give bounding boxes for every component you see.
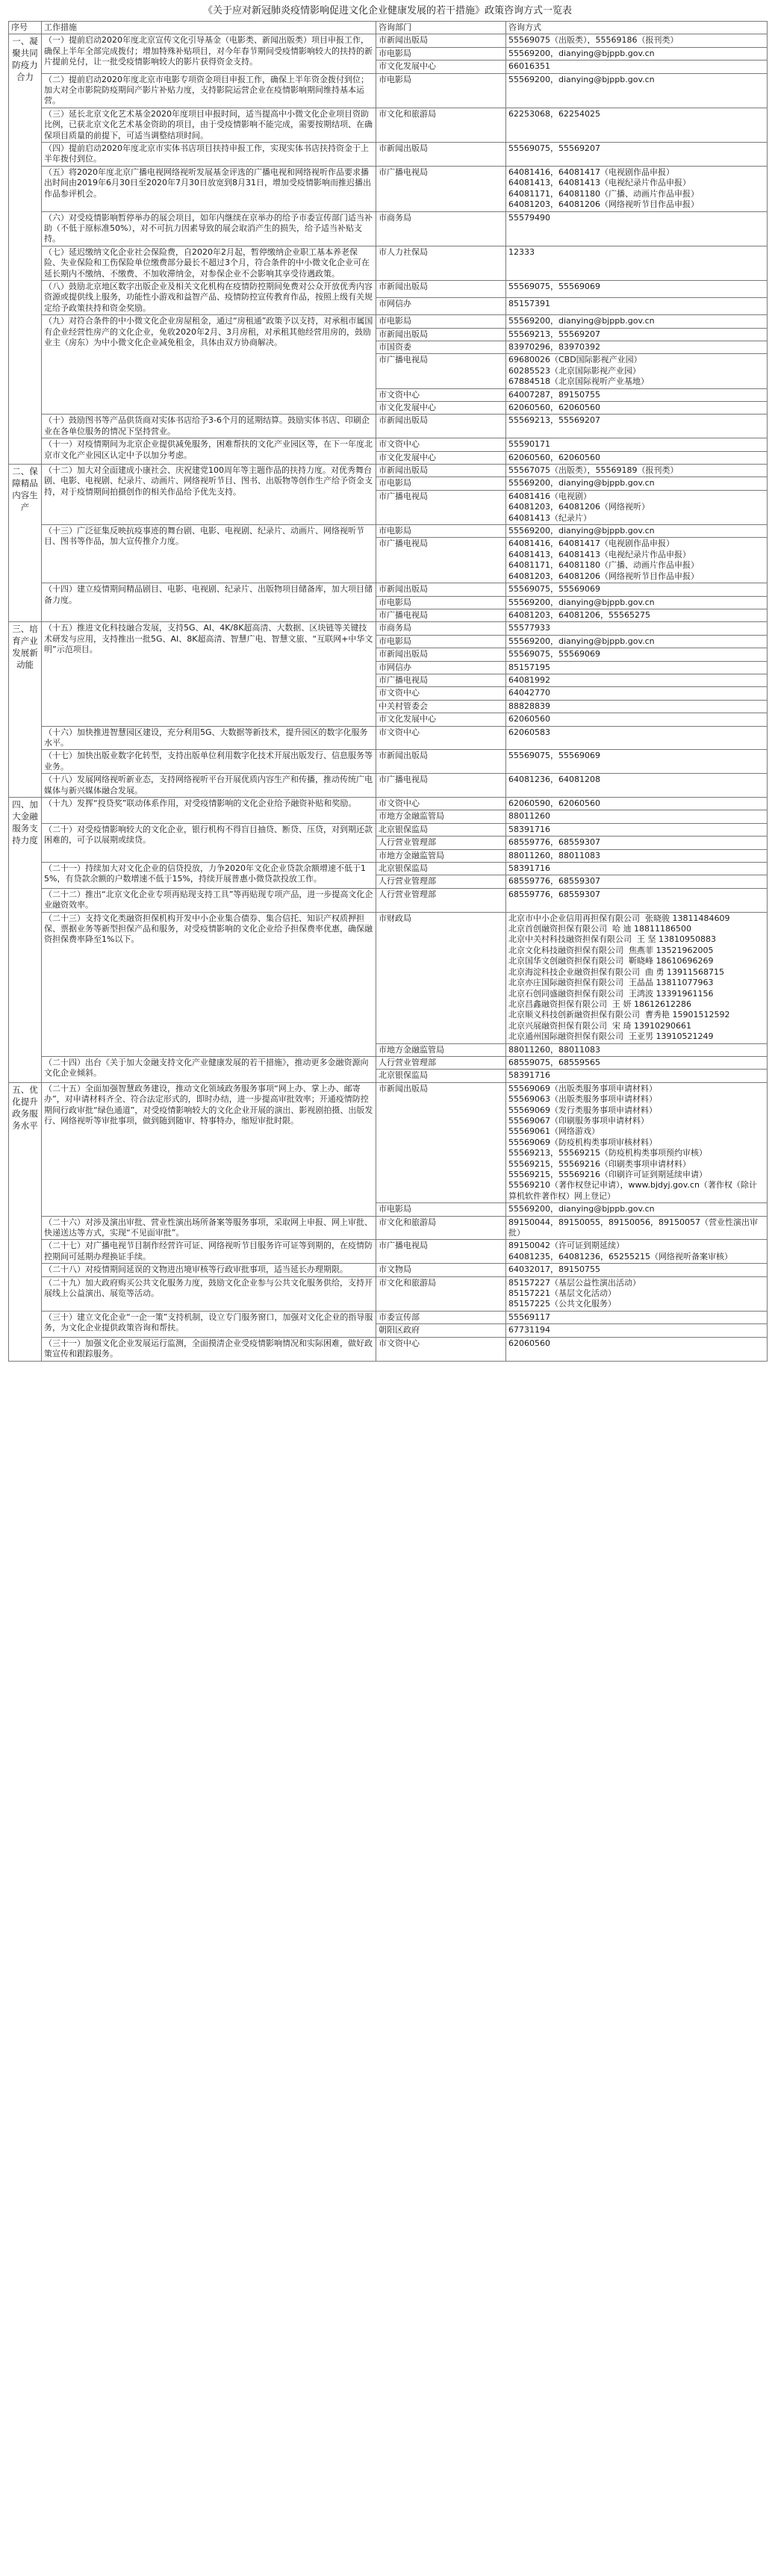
table-row xyxy=(9,798,768,810)
contact-cell: 55569213，55569207 xyxy=(506,328,768,341)
contact-cell: 88011260，88011083 xyxy=(506,849,768,862)
contact-cell: 62060583 xyxy=(506,726,768,750)
department-cell: 市广播电视局 xyxy=(376,490,506,524)
contact-cell: 64081416，64081417（电视剧作品申报） 64081413，64081413（电视纪录片作品申报） 64081171，64081180（广播、动画片作品申报） 64081203，64081206（网络视听节目作品申报） xyxy=(506,166,768,211)
contact-cell: 88828839 xyxy=(506,700,768,713)
contact-cell: 68559776，68559307 xyxy=(506,875,768,888)
contact-cell: 64081416，64081417（电视剧作品申报） 64081413，64081413（电视纪录片作品申报） 64081171，64081180（广播、动画片作品申报） 64081203，64081206（网络视听节目作品申报） xyxy=(506,538,768,583)
department-cell: 市新闻出版局 xyxy=(376,465,506,477)
table-row xyxy=(9,1264,768,1276)
measure-cell: （二十七）对广播电视节目制作经营许可证、网络视听节目服务许可证等到期的，在疫情防控期间可延期办理换证手续。 xyxy=(42,1240,376,1264)
department-cell: 朝阳区政府 xyxy=(376,1324,506,1337)
measure-cell: （二十四）出台《关于加大金融支持文化产业健康发展的若干措施》，推动更多金融资源向文化企业倾斜。 xyxy=(42,1056,376,1082)
table-row xyxy=(9,888,768,912)
table-row xyxy=(9,280,768,297)
contact-cell: 89150042（许可证到期延续） 64081235，64081236，65255215（网络视听备案审核） xyxy=(506,1240,768,1264)
contact-cell: 83970296，83970392 xyxy=(506,341,768,353)
category-cell: 三、培育产业发展新动能 xyxy=(9,622,42,798)
contact-cell: 55569200，dianying@bjppb.gov.cn xyxy=(506,525,768,538)
contact-cell: 66016351 xyxy=(506,60,768,73)
category-cell: 五、优化提升政务服务水平 xyxy=(9,1082,42,1361)
contact-cell: 64081203，64081206，55565275 xyxy=(506,609,768,621)
category-cell: 二、保障精品内容生产 xyxy=(9,465,42,622)
table-row xyxy=(9,1056,768,1069)
policy-contact-table xyxy=(8,21,768,1362)
department-cell: 人行营业管理部 xyxy=(376,837,506,849)
measure-cell: （三十）建立文化企业“一企一策”支持机制，设立专门服务窗口，加强对文化企业的指导服务，为文化企业提供政策咨询和帮扶。 xyxy=(42,1311,376,1337)
department-cell: 市商务局 xyxy=(376,211,506,246)
contact-cell: 55569075（出版类），55569186（报刊类） xyxy=(506,34,768,47)
contact-cell: 62060560，62060560 xyxy=(506,402,768,415)
table-body xyxy=(9,34,768,1361)
contact-cell: 68559776，68559307 xyxy=(506,888,768,912)
measure-cell: （九）对符合条件的中小微文化企业房屋租金，通过“房租通”政策予以支持，对承租市属国有企业经营性房产的文化企业，免收2020年2月、3月房租，对承租其他经营用房的，鼓励业主（房东）为中小微文化企业减免租金，具体由双方协商解决。 xyxy=(42,315,376,415)
category-cell: 四、加大金融服务支持力度 xyxy=(9,798,42,1083)
department-cell: 市文资中心 xyxy=(376,726,506,750)
table-row xyxy=(9,750,768,774)
header-dept: 咨询部门 xyxy=(376,22,506,34)
table-row xyxy=(9,438,768,451)
measure-cell: （二十二）推出“北京文化企业专项再贴现支持工具”等再贴现专项产品，进一步提高文化企业融资效率。 xyxy=(42,888,376,912)
contact-cell: 62060590，62060560 xyxy=(506,798,768,810)
measure-cell: （十九）发挥“投贷奖”联动体系作用，对受疫情影响的文化企业给予融资补贴和奖励。 xyxy=(42,798,376,824)
department-cell: 市网信办 xyxy=(376,661,506,674)
department-cell: 市电影局 xyxy=(376,73,506,108)
contact-cell: 55590171 xyxy=(506,438,768,451)
table-row xyxy=(9,73,768,108)
table-row xyxy=(9,34,768,47)
contact-cell: 55569075，55569069 xyxy=(506,583,768,596)
contact-cell: 55569213，55569207 xyxy=(506,415,768,438)
department-cell: 市文资中心 xyxy=(376,1337,506,1361)
measure-cell: （二十八）对疫情期间延误的文物进出境审核等行政审批事项，适当延长办理期限。 xyxy=(42,1264,376,1276)
department-cell: 市文化和旅游局 xyxy=(376,108,506,142)
table-row xyxy=(9,415,768,438)
measure-cell: （二十三）支持文化类融资担保机构开发中小企业集合债券、集合信托、知识产权质押担保、票据业务等新型担保产品和服务，对受疫情影响的文化企业给予担保费率优惠，确保融资担保费率降至1%以下。 xyxy=(42,912,376,1056)
contact-cell: 68559776，68559307 xyxy=(506,837,768,849)
measure-cell: （十）鼓励图书等产品供货商对实体书店给予3-6个月的延期结算。鼓励实体书店、印刷企业在各单位服务的情况下坚持营业。 xyxy=(42,415,376,438)
department-cell: 市文资中心 xyxy=(376,438,506,451)
header-contact: 咨询方式 xyxy=(506,22,768,34)
department-cell: 中关村管委会 xyxy=(376,700,506,713)
measure-cell: （二十五）全面加强智慧政务建设，推动文化领域政务服务事项“网上办、掌上办、邮寄办”，对申请材料齐全、符合法定形式的，即时办结，进一步提高审批效率；开通疫情防控期间行政审批“绿色通道”，对受疫情影响较大的文化企业开展的演出、影视剧拍摄、出版发行、网络视听等审批事项，做到随到随审、特事特办，缩短审批时限。 xyxy=(42,1082,376,1216)
department-cell: 市电影局 xyxy=(376,315,506,328)
contact-cell: 55569069（出版类服务事项申请材料） 55569063（出版类服务事项申请材料） 55569069（发行类服务事项申请材料） 55569067（印刷服务事项申请材料） 55569061（网络游戏） 55569069（防疫机构类事项审核材料） 55569213，55569215（防疫机构类事项预约审核） 55569215，55569216（印刷类事项申请材料） 55569215，55569216（印刷许可证到期延续申请） 55569210（著作权登记申请），www.bjdyj.gov.cn（著作权（除计算机软件著作权）网上登记） xyxy=(506,1082,768,1202)
department-cell: 市新闻出版局 xyxy=(376,583,506,596)
table-row xyxy=(9,1276,768,1311)
department-cell: 人行营业管理部 xyxy=(376,1056,506,1069)
department-cell: 市新闻出版局 xyxy=(376,143,506,167)
department-cell: 市电影局 xyxy=(376,635,506,648)
department-cell: 北京银保监局 xyxy=(376,823,506,836)
contact-cell: 55569200，dianying@bjppb.gov.cn xyxy=(506,73,768,108)
department-cell: 市广播电视局 xyxy=(376,1240,506,1264)
table-row xyxy=(9,726,768,750)
contact-cell: 55569200，dianying@bjppb.gov.cn xyxy=(506,596,768,609)
department-cell: 市电影局 xyxy=(376,596,506,609)
department-cell: 北京银保监局 xyxy=(376,863,506,875)
contact-cell: 55569075，55569069 xyxy=(506,280,768,297)
department-cell: 市文化发展中心 xyxy=(376,60,506,73)
department-cell: 市新闻出版局 xyxy=(376,34,506,47)
department-cell: 市广播电视局 xyxy=(376,609,506,621)
department-cell: 市文资中心 xyxy=(376,388,506,401)
department-cell: 市文资中心 xyxy=(376,798,506,810)
document-title: 《关于应对新冠肺炎疫情影响促进文化企业健康发展的若干措施》政策咨询方式一览表 xyxy=(202,5,572,16)
department-cell: 市新闻出版局 xyxy=(376,750,506,774)
department-cell: 市地方金融监管局 xyxy=(376,810,506,823)
contact-cell: 85157227（基层公益性演出活动） 85157221（基层文化活动） 85157225（公共文化服务） xyxy=(506,1276,768,1311)
department-cell: 市文物局 xyxy=(376,1264,506,1276)
table-row xyxy=(9,583,768,596)
measure-cell: （四）提前启动2020年度北京市实体书店项目扶持申报工作，实现实体书店扶持资金于上半年拨付到位。 xyxy=(42,143,376,167)
contact-cell: 55569200，dianying@bjppb.gov.cn xyxy=(506,315,768,328)
measure-cell: （二十一）持续加大对文化企业的信贷投放，力争2020年文化企业贷款余额增速不低于15%，有贷款余额的户数增速不低于15%，持续开展普惠小微贷款投放工作。 xyxy=(42,863,376,889)
table-row xyxy=(9,912,768,1043)
contact-cell: 55567075（出版类），55569189（报刊类） xyxy=(506,465,768,477)
department-cell: 市广播电视局 xyxy=(376,774,506,798)
contact-cell: 55569075，55569069 xyxy=(506,648,768,661)
contact-cell: 55569075，55569069 xyxy=(506,750,768,774)
contact-cell: 64081992 xyxy=(506,674,768,686)
measure-cell: （二十九）加大政府购买公共文化服务力度，鼓励文化企业参与公共文化服务供给，支持开展线上公益演出、展览等活动。 xyxy=(42,1276,376,1311)
department-cell: 市文化发展中心 xyxy=(376,713,506,726)
measure-cell: （十一）对疫情期间为北京企业提供减免服务，困难帮扶的文化产业园区等，在下一年度北京市文化产业园区认定中予以加分考虑。 xyxy=(42,438,376,465)
department-cell: 北京银保监局 xyxy=(376,1070,506,1082)
measure-cell: （十三）广泛征集反映抗疫事迹的舞台剧、电影、电视剧、纪录片、动画片、网络视听节目、图书等作品，加大宣传推介力度。 xyxy=(42,525,376,583)
contact-cell: 55569200，dianying@bjppb.gov.cn xyxy=(506,1203,768,1216)
measure-cell: （五）将2020年度北京广播电视网络视听发展基金评选的广播电视和网络视听作品要求播出时间由2019年6月30日至2020年7月30日放宽到8月31日，增加受疫情影响而推迟播出作品参评机会。 xyxy=(42,166,376,211)
table-row xyxy=(9,525,768,538)
header-seq: 序号 xyxy=(9,22,42,34)
measure-cell: （十七）加快出版业数字化转型，支持出版单位利用数字化技术开展出版发行、信息服务等业务。 xyxy=(42,750,376,774)
measure-cell: （十六）加快推进智慧园区建设，充分利用5G、大数据等新技术，提升园区的数字化服务水平。 xyxy=(42,726,376,750)
contact-cell: 64007287，89150755 xyxy=(506,388,768,401)
department-cell: 市文化发展中心 xyxy=(376,402,506,415)
department-cell: 市新闻出版局 xyxy=(376,328,506,341)
contact-cell: 62253068，62254025 xyxy=(506,108,768,142)
department-cell: 市财政局 xyxy=(376,912,506,1043)
department-cell: 市广播电视局 xyxy=(376,538,506,583)
measure-cell: （八）鼓励北京地区数字出版企业及相关文化机构在疫情防控期间免费对公众开放优秀内容资源或提供线上服务，功能性小游戏和益智产品、疫情防控宣传教育作品，按照上级有关规定给予政策扶持和资金奖励。 xyxy=(42,280,376,314)
department-cell: 市商务局 xyxy=(376,622,506,635)
table-row xyxy=(9,863,768,875)
contact-cell: 55569200，dianying@bjppb.gov.cn xyxy=(506,47,768,60)
department-cell: 市地方金融监管局 xyxy=(376,849,506,862)
contact-cell: 62060560 xyxy=(506,1337,768,1361)
measure-cell: （三十一）加强文化企业发展运行监测，全面摸清企业受疫情影响情况和实际困难，做好政策宣传和跟踪服务。 xyxy=(42,1337,376,1361)
measure-cell: （二十）对受疫情影响较大的文化企业，银行机构不得盲目抽贷、断贷、压贷，对到期还款困难的，可予以展期或续贷。 xyxy=(42,823,376,862)
contact-cell: 64081416（电视剧） 64081203，64081206（网络视听） 64081413（纪录片） xyxy=(506,490,768,524)
table-row xyxy=(9,211,768,246)
contact-cell: 58391716 xyxy=(506,1070,768,1082)
department-cell: 市文资中心 xyxy=(376,687,506,700)
department-cell: 市新闻出版局 xyxy=(376,648,506,661)
table-row xyxy=(9,166,768,211)
department-cell: 人行营业管理部 xyxy=(376,888,506,912)
contact-cell: 68559075，68559565 xyxy=(506,1056,768,1069)
measure-cell: （六）对受疫情影响暂停举办的展会项目，如年内继续在京举办的给予市委宣传部门适当补助（不低于原标准50%），对不可抗力因素导致的展会取消产生的损失，给予适当补贴支持。 xyxy=(42,211,376,246)
contact-cell: 55569200，dianying@bjppb.gov.cn xyxy=(506,477,768,490)
department-cell: 市网信办 xyxy=(376,298,506,315)
table-header-row xyxy=(9,22,768,34)
measure-cell: （十二）加大对全面建成小康社会、庆祝建党100周年等主题作品的扶持力度。对优秀舞台剧、电影、电视剧、纪录片、动画片、网络视听节目、图书、出版物等创作生产给予资金支持，对于疫情期间拍摄创作的相关作品给予优先支持。 xyxy=(42,465,376,525)
table-row xyxy=(9,1240,768,1264)
contact-cell: 67731194 xyxy=(506,1324,768,1337)
table-row xyxy=(9,1216,768,1240)
contact-cell: 85157391 xyxy=(506,298,768,315)
department-cell: 市广播电视局 xyxy=(376,354,506,388)
measure-cell: （二十六）对涉及演出审批、营业性演出场所备案等服务事项，采取网上申报、网上审批、快递送达等方式，实现“不见面审批”。 xyxy=(42,1216,376,1240)
department-cell: 市文化和旅游局 xyxy=(376,1216,506,1240)
department-cell: 市新闻出版局 xyxy=(376,415,506,438)
department-cell: 市电影局 xyxy=(376,1203,506,1216)
measure-cell: （十四）建立疫情期间精品剧目、电影、电视剧、纪录片、出版物项目储备库，加大项目储备力度。 xyxy=(42,583,376,622)
table-row xyxy=(9,143,768,167)
contact-cell: 64042770 xyxy=(506,687,768,700)
table-row xyxy=(9,823,768,836)
department-cell: 市新闻出版局 xyxy=(376,1082,506,1202)
contact-cell: 55569075，55569207 xyxy=(506,143,768,167)
contact-cell: 北京市中小企业信用再担保有限公司 张晓骏 13811484609 北京首创融资担保有限公司 哈 迪 18811186500 北京中关村科技融资担保有限公司 王 坚 13810950883 北京文化科技融资担保有限公司 焦燕菲 13521962005 北京国华文创融资担保有限公司 靳晓峰 18610696269 北京海淀科技企业融资担保有限公司 曲 勇 13911568715 北京亦庄国际融资担保有限公司 王晶晶 13811077963 北京石创同盛融资担保有限公司 王鸿波 13391961156 北京昌鑫融资担保有限公司 王 妍 18612612286 北京顺义科技创新融资担保有限公司 曹秀艳 15901512592 北京兴展融资担保有限公司 宋 琦 13910290661 北京通州国际融资担保有限公司 王亚男 13910521249 xyxy=(506,912,768,1043)
contact-cell: 55569117 xyxy=(506,1311,768,1323)
table-row xyxy=(9,246,768,280)
department-cell: 市国资委 xyxy=(376,341,506,353)
table-row xyxy=(9,465,768,477)
department-cell: 市委宣传部 xyxy=(376,1311,506,1323)
contact-cell: 62060560，62060560 xyxy=(506,451,768,464)
measure-cell: （十八）发展网络视听新业态，支持网络视听平台开展优质内容生产和传播，推动传统广电媒体与新兴媒体融合发展。 xyxy=(42,774,376,798)
table-row xyxy=(9,1337,768,1361)
department-cell: 市广播电视局 xyxy=(376,674,506,686)
table-row xyxy=(9,315,768,328)
measure-cell: （一）提前启动2020年度北京宣传文化引导基金（电影类、新闻出版类）项目申报工作，确保上半年全部完成拨付；增加特殊补贴项目，对今年春节期间受疫情影响较大的扶持的新片提前兑付，让一批受疫情影响较大的影片获得资金支持。 xyxy=(42,34,376,73)
contact-cell: 55577933 xyxy=(506,622,768,635)
measure-cell: （七）延迟缴纳文化企业社会保险费，自2020年2月起，暂停缴纳企业职工基本养老保险、失业保险和工伤保险单位缴费部分最长不超过3个月，符合条件的中小微文化企业可在延长期内不缴纳、不缴费、不加收滞纳金，对参保企业不会影响其享受待遇政策。 xyxy=(42,246,376,280)
department-cell: 市新闻出版局 xyxy=(376,280,506,297)
contact-cell: 64081236，64081208 xyxy=(506,774,768,798)
contact-cell: 64032017，89150755 xyxy=(506,1264,768,1276)
policy-page xyxy=(8,0,767,1362)
department-cell: 市电影局 xyxy=(376,477,506,490)
contact-cell: 55579490 xyxy=(506,211,768,246)
contact-cell: 85157195 xyxy=(506,661,768,674)
contact-cell: 55569200，dianying@bjppb.gov.cn xyxy=(506,635,768,648)
department-cell: 市地方金融监管局 xyxy=(376,1043,506,1056)
table-row xyxy=(9,622,768,635)
contact-cell: 58391716 xyxy=(506,823,768,836)
department-cell: 市电影局 xyxy=(376,47,506,60)
measure-cell: （二）提前启动2020年度北京市电影专项资金项目申报工作，确保上半年资金拨付到位；加大对全市影院防疫期间产影片补贴力度，支持影院运营企业在疫情影响期间维持基本运营。 xyxy=(42,73,376,108)
department-cell: 市广播电视局 xyxy=(376,166,506,211)
department-cell: 市电影局 xyxy=(376,525,506,538)
contact-cell: 12333 xyxy=(506,246,768,280)
contact-cell: 88011260 xyxy=(506,810,768,823)
department-cell: 人行营业管理部 xyxy=(376,875,506,888)
contact-cell: 62060560 xyxy=(506,713,768,726)
header-measure: 工作措施 xyxy=(42,22,376,34)
contact-cell: 69680026（CBD国际影视产业园） 60285523（北京国际影视产业园） 67884518（北京国际视听产业基地） xyxy=(506,354,768,388)
table-row xyxy=(9,1082,768,1202)
table-row xyxy=(9,1311,768,1323)
table-row xyxy=(9,108,768,142)
contact-cell: 88011260，88011083 xyxy=(506,1043,768,1056)
table-row xyxy=(9,774,768,798)
measure-cell: （三）延长北京文化艺术基金2020年度项目申报时间，适当提高中小微文化企业项目资助比例，已获北京文化艺术基金资助的项目，由于受疫情影响不能完成，需要按期结项、在确保项目质量的前提下，可适当调整结项时间。 xyxy=(42,108,376,142)
measure-cell: （十五）推进文化科技融合发展，支持5G、AI、4K/8K超高清、大数据、区块链等关键技术研发与应用，支持推出一批5G、AI、8K超高清、智慧广电、智慧文旅、“互联网+中华文明”示范项目。 xyxy=(42,622,376,726)
category-cell: 一、凝聚共同防疫力合力 xyxy=(9,34,42,465)
department-cell: 市文化发展中心 xyxy=(376,451,506,464)
department-cell: 市人力社保局 xyxy=(376,246,506,280)
contact-cell: 89150044，89150055，89150056，89150057（营业性演出审批） xyxy=(506,1216,768,1240)
contact-cell: 58391716 xyxy=(506,863,768,875)
department-cell: 市文化和旅游局 xyxy=(376,1276,506,1311)
